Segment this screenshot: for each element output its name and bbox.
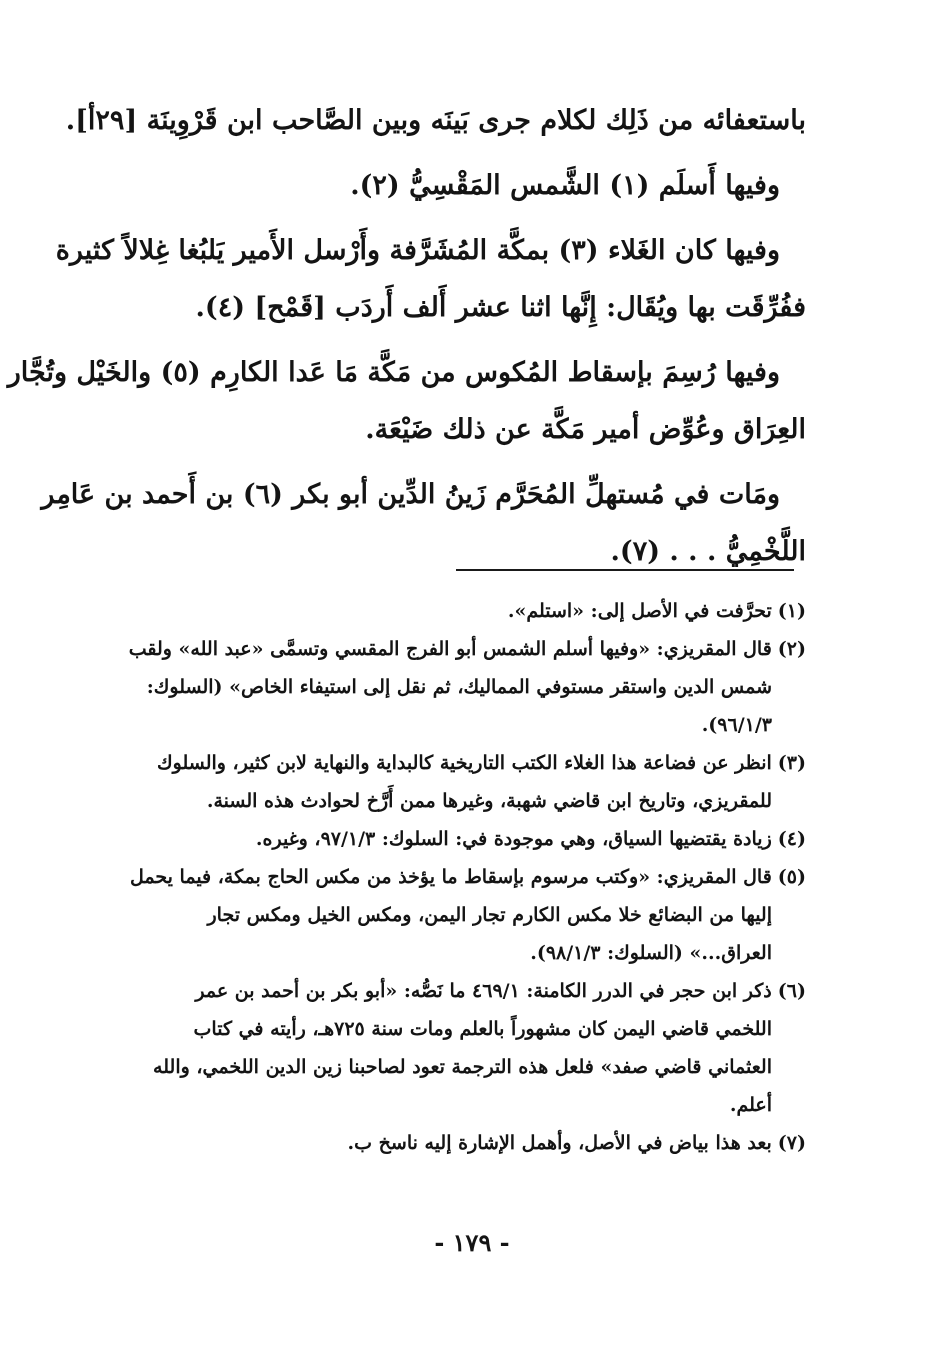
paragraph-3 [55, 222, 806, 336]
footnote-text: زيادة يقتضيها السياق، وهي موجودة في: السلوك: ٩٧/١/٣، وغيره. [255, 828, 772, 850]
footnote-1 [134, 592, 806, 630]
footnote-6 [134, 972, 806, 1124]
footnote-number: (٥) [777, 866, 806, 888]
paragraph-2 [136, 157, 806, 214]
footnote-text: العثماني قاضي صفد» فلعل هذه الترجمة تعود لصاحبنا زين الدين اللخمي، والله [153, 1056, 772, 1078]
paragraph-4 [7, 344, 806, 458]
footnote-text: تحرَّفت في الأصل إلى: «استلم». [507, 600, 772, 622]
footnote-text: أعلم. [729, 1094, 772, 1116]
footnote-5 [130, 858, 806, 972]
footnote-number: (٧) [777, 1132, 806, 1154]
footnote-text: للمقريزي، وتاريخ ابن قاضي شهبة، وغيرها ممن أَرَّخ لحوادث هذه السنة. [206, 790, 772, 812]
footnote-text: ذكر ابن حجر في الدرر الكامنة: ٤٦٩/١ ما نَصُّه: «أبو بكر بن أحمد بن عمر [195, 980, 772, 1002]
footnote-number: (٣) [777, 752, 806, 774]
text-line: وفيها رُسِمَ بإسقاط المُكوس من مَكَّة مَا عَدا الكارِم (٥) والخَيْل وتُجَّار [7, 357, 780, 388]
page-number: - ١٧٩ - [434, 1228, 510, 1257]
text-line: ومَات في مُستهلِّ المُحَرَّم زَينُ الدِّين أبو بكر (٦) بن أَحمد بن عَامِر [41, 479, 780, 510]
footnote-4 [134, 820, 806, 858]
footnote-number: (٦) [777, 980, 806, 1002]
footnote-text: بعد هذا بياض في الأصل، وأهمل الإشارة إليه ناسخ ب. [347, 1132, 772, 1154]
paragraph-1 [65, 92, 806, 149]
footnote-text: العراق...» (السلوك: ٩٨/١/٣). [530, 942, 772, 964]
text-line: باستعفائه من ذَلِك لكلام جرى بَينَه وبين الصَّاحب ابن قَرْوِينَة [٢٩أ]. [65, 105, 806, 136]
footnote-text: اللخمي قاضي اليمن كان مشهوراً بالعلم ومات سنة ٧٢٥هـ، رأيته في كتاب [193, 1018, 772, 1040]
main-text-body [7, 92, 806, 580]
footnote-divider [456, 569, 794, 571]
text-line: ففُرِّقَت بها ويُقَال: إِنَّها اثنا عشر أَلف أَردَب [قَمْح] (٤). [195, 292, 806, 323]
text-line: وفيها أَسلَم (١) الشَّمس المَقْسِيُّ (٢). [350, 170, 780, 201]
footnotes-section [128, 592, 806, 1162]
paragraph-5 [41, 466, 806, 580]
text-line: اللَّخْمِيُّ . . . (٧). [610, 536, 806, 567]
footnote-text: ٩٦/١/٣). [701, 714, 772, 736]
footnote-number: (٤) [777, 828, 806, 850]
footnote-2 [128, 630, 806, 744]
footnote-text: إليها من البضائع خلا مكس الكارم تجار اليمن، ومكس الخيل ومكس تجار [207, 904, 772, 926]
footnote-text: انظر عن فضاعة هذا الغلاء الكتب التاريخية كالبداية والنهاية لابن كثير، والسلوك [156, 752, 772, 774]
footnote-7 [134, 1124, 806, 1162]
footnote-text: شمس الدين واستقر مستوفي المماليك، ثم نقل إلى استيفاء الخاص» (السلوك: [146, 676, 772, 698]
footnote-text: قال المقريزي: «وفيها أسلم الشمس أبو الفرج المقسي وتسمَّى «عبد الله» ولقب [128, 638, 772, 660]
text-line: وفيها كان الغَلاء (٣) بمكَّة المُشَرَّفة وأَرْسل الأَمير يَلبُغا غِلالاً كثيرة [55, 235, 780, 266]
footnote-number: (٢) [777, 638, 806, 660]
footnote-text: قال المقريزي: «وكتب مرسوم بإسقاط ما يؤخذ من مكس الحاج بمكة، فيما يحمل [130, 866, 772, 888]
footnote-3 [134, 744, 806, 820]
footnote-number: (١) [777, 600, 806, 622]
text-line: العِرَاق وعُوِّض أمير مَكَّة عن ذلك ضَيْعَة. [365, 414, 806, 445]
